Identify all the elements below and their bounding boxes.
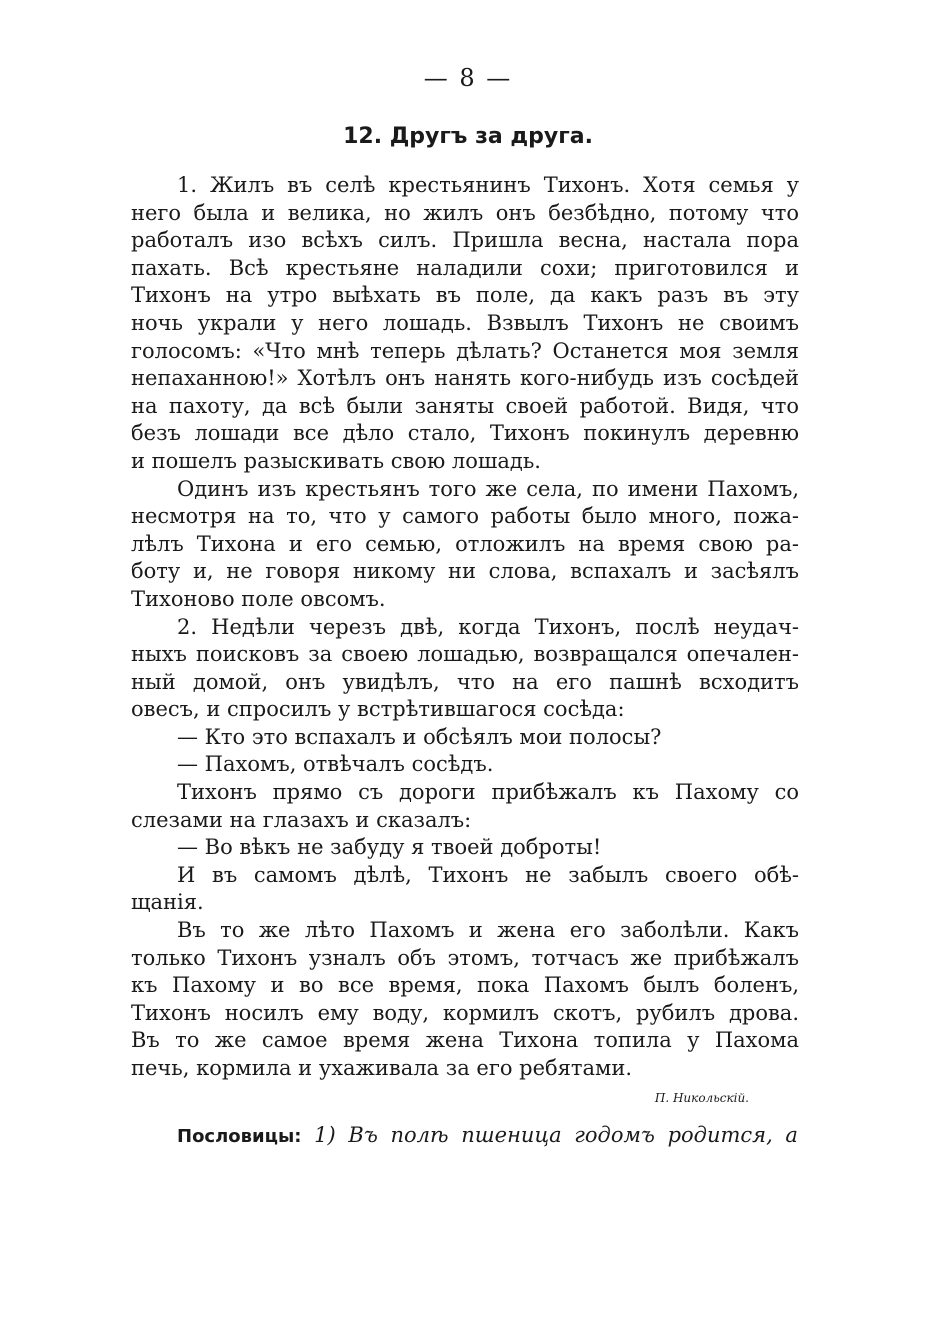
text-line: ный домой, онъ увидѣлъ, что на его пашнѣ всходитъ	[131, 669, 799, 694]
proverbs-text: 1) Въ полѣ пшеница годомъ родится, а	[301, 1122, 798, 1147]
text-line: несмотря на то, что у самого работы было много, пожа-	[131, 504, 799, 529]
text-line: него была и велика, но жилъ онъ безбѣдно, потому что	[131, 200, 799, 225]
text-line: Одинъ изъ крестьянъ того же села, по имени Пахомъ,	[177, 476, 799, 501]
text-line: работалъ изо всѣхъ силъ. Пришла весна, настала пора	[131, 228, 799, 253]
text-line: непаханною!» Хотѣлъ онъ нанять кого-нибудь изъ сосѣдей	[131, 366, 799, 391]
text-line: И въ самомъ дѣлѣ, Тихонъ не забылъ своего обѣ-	[177, 862, 799, 887]
proverbs-label: Пословицы:	[177, 1125, 302, 1147]
text-line: только Тихонъ узналъ объ этомъ, тотчасъ же прибѣжалъ	[131, 945, 799, 970]
dialogue-line: — Во вѣкъ не забуду я твоей доброты!	[177, 835, 602, 860]
text-line: боту и, не говоря никому ни слова, вспахалъ и засѣялъ	[131, 559, 799, 584]
author-signature: П. Никольскій.	[654, 1090, 749, 1105]
text-line: Тихонъ носилъ ему воду, кормилъ скотъ, рубилъ дрова.	[131, 1000, 799, 1025]
page-number: — 8 —	[423, 64, 513, 92]
dialogue-line: — Кто это вспахалъ и обсѣялъ мои полосы?	[177, 724, 662, 749]
text-line: голосомъ: «Что мнѣ теперь дѣлать? Останется моя земля	[131, 338, 799, 363]
text-line: 1. Жилъ въ селѣ крестьянинъ Тихонъ. Хотя семья у	[177, 173, 799, 197]
text-line: Въ то же лѣто Пахомъ и жена его заболѣли. Какъ	[177, 918, 799, 943]
text-line: ныхъ поисковъ за своею лошадью, возвращался опечален-	[131, 642, 799, 667]
text-line: слезами на глазахъ и сказалъ:	[131, 807, 472, 832]
text-line: 2. Недѣли черезъ двѣ, когда Тихонъ, послѣ неудач-	[177, 614, 799, 639]
text-line: безъ лошади все дѣло стало, Тихонъ покинулъ деревню	[131, 421, 799, 446]
text-line: ночь украли у него лошадь. Взвылъ Тихонъ не своимъ	[131, 310, 799, 335]
text-line: лѣлъ Тихона и его семью, отложилъ на время свою ра-	[131, 531, 799, 556]
text-line: пахать. Всѣ крестьяне наладили сохи; приготовился и	[131, 255, 799, 280]
story-title: 12. Другъ за друга.	[343, 124, 593, 149]
text-line: къ Пахому и во все время, пока Пахомъ былъ боленъ,	[131, 973, 799, 998]
text-line: на пахоту, да всѣ были заняты своей работой. Видя, что	[131, 393, 799, 418]
proverbs-line	[131, 1117, 799, 1153]
text-line: Въ то же самое время жена Тихона топила у Пахома	[131, 1028, 799, 1053]
dialogue-line: — Пахомъ, отвѣчалъ сосѣдъ.	[177, 752, 494, 777]
story-body	[131, 172, 799, 1153]
text-line: Тихоново поле овсомъ.	[131, 586, 386, 611]
text-line: овесъ, и спросилъ у встрѣтившагося сосѣда:	[131, 697, 625, 722]
text-line: Тихонъ на утро выѣхать въ поле, да какъ разъ въ эту	[131, 283, 799, 308]
text-line: щанія.	[131, 890, 204, 915]
text-line: Тихонъ прямо съ дороги прибѣжалъ къ Пахому со	[177, 780, 799, 805]
text-line: печь, кормила и ухаживала за его ребятами.	[131, 1056, 633, 1080]
text-line: и пошелъ разыскивать свою лошадь.	[131, 448, 541, 473]
